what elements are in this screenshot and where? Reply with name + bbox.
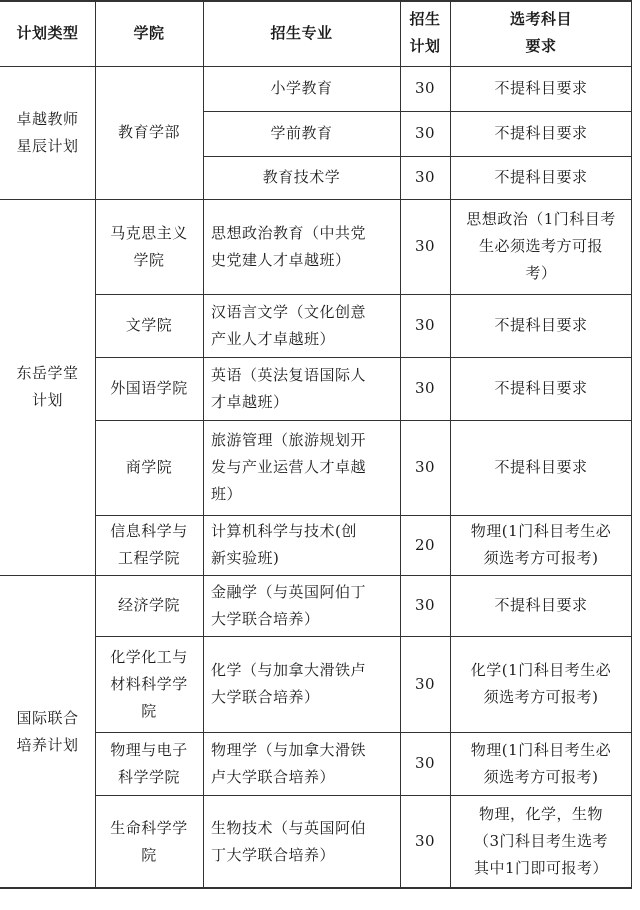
college-cell: 商学院 [125,458,173,476]
major-cell: 计算机科学与技术(创 新实验班) [211,522,357,567]
major-cell: 小学教育 [270,79,333,97]
college-cell: 化学化工与 材料科学学 院 [110,647,188,720]
quota-cell: 30 [414,754,436,772]
header-college: 学院 [133,23,165,42]
major-cell: 思想政治教育（中共党 史党建人才卓越班） [211,223,367,269]
subject-requirement-cell: 物理(1门科目考生必 须选考方可报考) [470,740,612,786]
column-divider [95,0,96,888]
row-divider [95,294,632,295]
plan-type-cell: 东岳学堂 计划 [16,364,79,409]
quota-cell: 30 [414,316,436,334]
major-cell: 旅游管理（旅游规划开 发与产业运营人才卓越 班） [211,431,367,503]
college-cell: 生命科学学 院 [110,818,188,864]
plan-type-cell: 卓越教师 星辰计划 [16,109,79,155]
row-divider [203,111,632,112]
major-cell: 学前教育 [270,124,333,142]
college-cell: 马克思主义 学院 [110,223,188,269]
quota-cell: 30 [414,79,436,97]
major-cell: 物理学（与加拿大滑铁 卢大学联合培养） [211,740,367,786]
subject-requirement-cell: 思想政治（1门科目考 生必须选考方可报 考） [466,210,616,282]
quota-cell: 30 [414,674,436,693]
table-border-right [631,0,632,888]
college-cell: 物理与电子 科学学院 [110,740,188,786]
subject-requirement-cell: 不提科目要求 [494,379,588,397]
subject-requirement-cell: 不提科目要求 [494,316,588,334]
major-cell: 化学（与加拿大滑铁卢 大学联合培养） [211,661,367,706]
major-cell: 汉语言文学（文化创意 产业人才卓越班） [211,302,367,348]
subject-requirement-cell: 不提科目要求 [494,124,588,142]
quota-cell: 20 [414,535,436,554]
subject-requirement-cell: 物理(1门科目考生必 须选考方可报考) [470,522,612,567]
major-cell: 教育技术学 [262,168,341,186]
subject-requirement-cell: 不提科目要求 [494,79,588,97]
college-cell: 信息科学与 工程学院 [110,522,188,567]
header-plan-type: 计划类型 [16,23,79,42]
header-subject-requirement: 选考科目 要求 [509,10,572,55]
major-cell: 英语（英法复语国际人 才卓越班） [211,365,367,411]
column-divider [203,0,204,888]
quota-cell: 30 [414,832,436,850]
plan-type-cell: 国际联合 培养计划 [16,708,79,754]
row-divider [95,732,632,733]
quota-cell: 30 [414,596,436,614]
header-quota: 招生 计划 [409,10,441,55]
college-cell: 文学院 [125,316,173,334]
college-cell: 外国语学院 [110,379,188,397]
row-divider [95,636,632,637]
column-divider [450,0,451,888]
major-cell: 金融学（与英国阿伯丁 大学联合培养） [211,582,367,628]
quota-cell: 30 [414,458,436,476]
college-cell: 经济学院 [117,596,180,614]
quota-cell: 30 [414,379,436,397]
quota-cell: 30 [414,237,436,255]
subject-requirement-cell: 不提科目要求 [494,458,588,476]
row-divider [95,515,632,516]
subject-requirement-cell: 不提科目要求 [494,596,588,614]
row-divider [95,357,632,358]
row-divider [95,795,632,796]
header-major: 招生专业 [270,23,333,42]
subject-requirement-cell: 不提科目要求 [494,168,588,186]
major-cell: 生物技术（与英国阿伯 丁大学联合培养） [211,818,367,864]
quota-cell: 30 [414,168,436,186]
college-cell: 教育学部 [117,123,180,141]
subject-requirement-cell: 化学(1门科目考生必 须选考方可报考) [470,661,612,706]
row-divider [203,156,632,157]
row-divider [95,420,632,421]
quota-cell: 30 [414,124,436,142]
subject-requirement-cell: 物理，化学，生物 （3门科目考生选考 其中1门即可报考） [473,805,609,877]
column-divider [400,0,401,888]
